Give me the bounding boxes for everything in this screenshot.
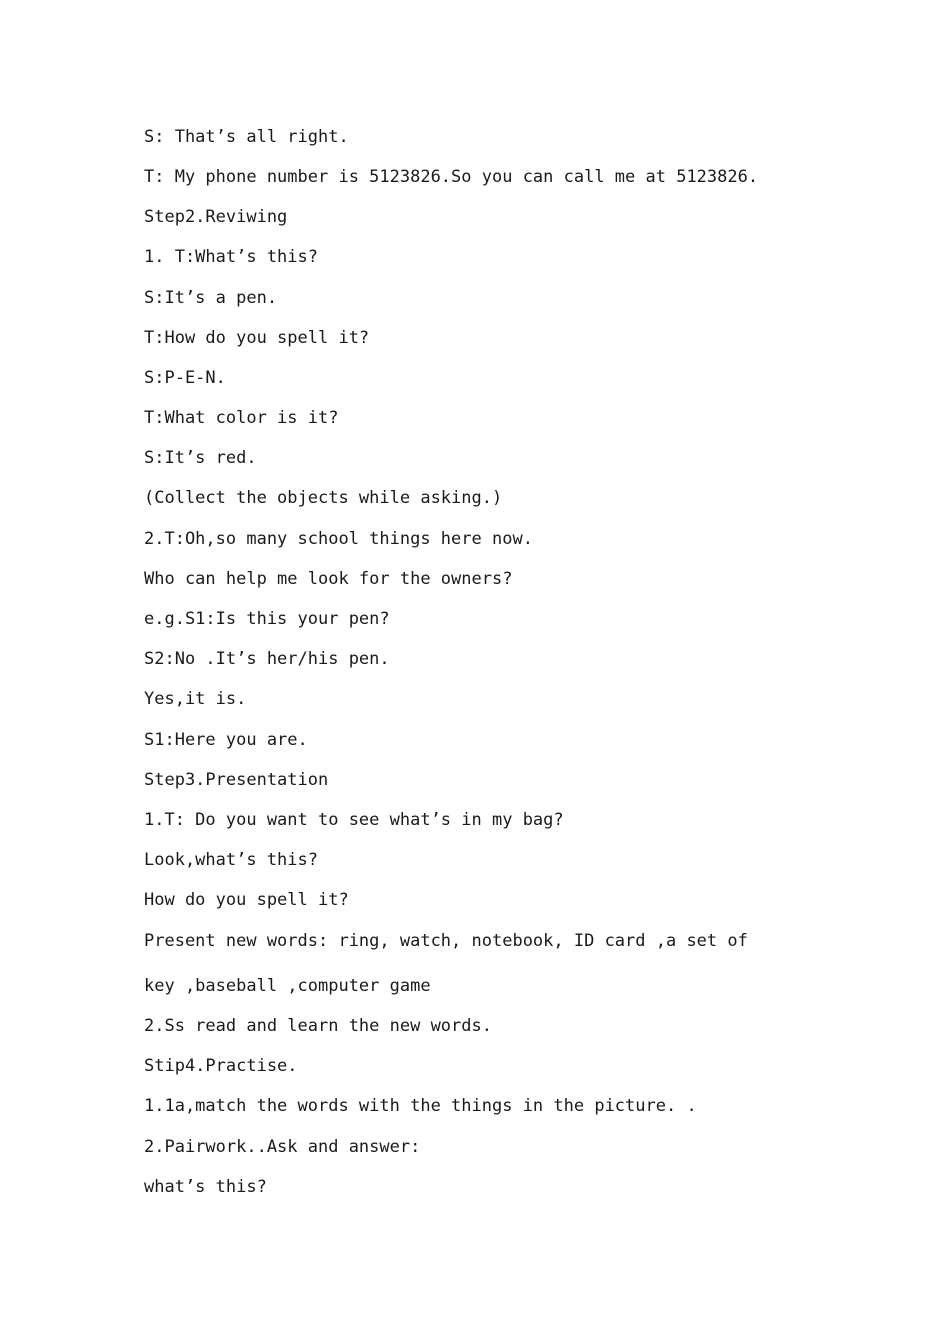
section-heading: Step3.Presentation	[144, 770, 329, 790]
text-line: S: That’s all right.	[144, 127, 349, 147]
text-line: what’s this?	[144, 1177, 267, 1197]
text-line: S:It’s red.	[144, 448, 257, 468]
text-line: 1. T:What’s this?	[144, 247, 318, 267]
text-line: Who can help me look for the owners?	[144, 569, 513, 589]
text-line: Look,what’s this?	[144, 850, 318, 870]
text-line: T:How do you spell it?	[144, 328, 370, 348]
text-line: S:P-E-N.	[144, 368, 226, 388]
text-line: 1.T: Do you want to see what’s in my bag?	[144, 810, 564, 830]
text-line: key ,baseball ,computer game	[144, 976, 431, 996]
text-line: T: My phone number is 5123826.So you can call me at 5123826.	[144, 167, 759, 187]
section-heading: Stip4.Practise.	[144, 1056, 298, 1076]
text-line: S1:Here you are.	[144, 730, 308, 750]
text-line: 2.T:Oh,so many school things here now.	[144, 529, 533, 549]
text-line: Present new words: ring, watch, notebook, ID card ,a set of	[144, 931, 748, 951]
section-heading: Step2.Reviwing	[144, 207, 288, 227]
text-line: How do you spell it?	[144, 890, 349, 910]
text-line: e.g.S1:Is this your pen?	[144, 609, 390, 629]
text-line: 2.Pairwork..Ask and answer:	[144, 1137, 421, 1157]
text-line: (Collect the objects while asking.)	[144, 488, 503, 508]
text-line: 2.Ss read and learn the new words.	[144, 1016, 492, 1036]
text-line: 1.1a,match the words with the things in the picture. .	[144, 1096, 697, 1116]
text-line: S2:No .It’s her/his pen.	[144, 649, 390, 669]
text-line: Yes,it is.	[144, 689, 247, 709]
text-line: S:It’s a pen.	[144, 288, 278, 308]
text-line: T:What color is it?	[144, 408, 339, 428]
